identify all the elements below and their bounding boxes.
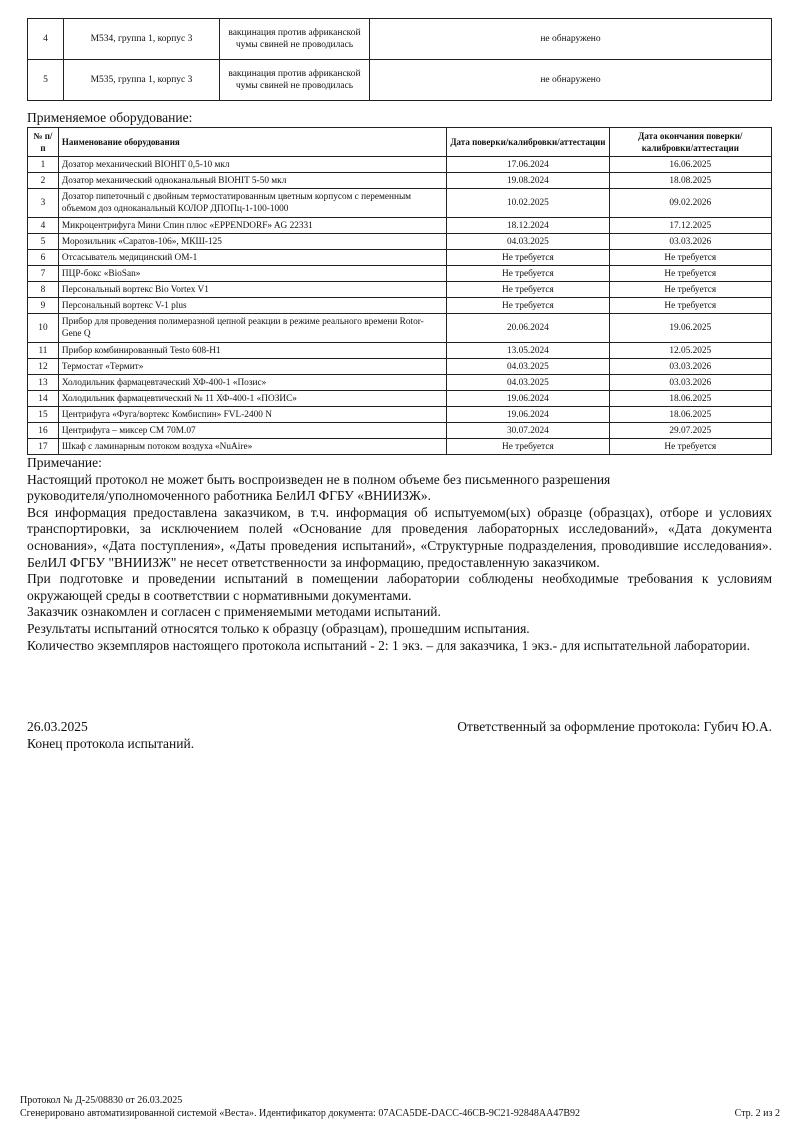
calibration-date: 18.12.2024 [447,218,609,234]
table-row [28,314,772,343]
header-name: Наименование оборудования [58,128,446,157]
row-number: 15 [28,407,59,423]
equipment-name: Персональный вортекс Bio Vortex V1 [58,282,446,298]
calibration-date: 19.06.2024 [447,391,609,407]
calibration-end-date: Не требуется [609,282,771,298]
table-row [28,250,772,266]
table-row [28,375,772,391]
equipment-name: Шкаф с ламинарным потоком воздуха «NuAire» [58,439,446,455]
equipment-name: Термостат «Термит» [58,359,446,375]
table-row [28,343,772,359]
page-footer [20,1094,780,1120]
calibration-date: Не требуется [447,282,609,298]
equipment-name: Прибор для проведения полимеразной цепной реакции в режиме реального времени Rotor-Gene Q [58,314,446,343]
row-number: 8 [28,282,59,298]
calibration-date: 19.08.2024 [447,173,609,189]
calibration-end-date: 18.08.2025 [609,173,771,189]
calibration-end-date: 18.06.2025 [609,407,771,423]
equipment-name: Дозатор пипеточный с двойным термостатированным цветным корпусом с переменным объемом доз одноканальный КОЛОР ДПОПц-1-100-1000 [58,189,446,218]
sample-note: вакцинация против африканской чумы свиней не проводилась [220,60,370,101]
equipment-name: Отсасыватель медицинский ОМ-1 [58,250,446,266]
footer-protocol-number: Протокол № Д-25/08830 от 26.03.2025 [20,1095,183,1106]
row-number: 6 [28,250,59,266]
equipment-table [27,127,772,455]
calibration-date: 30.07.2024 [447,423,609,439]
end-of-protocol: Конец протокола испытаний. [27,736,195,751]
calibration-end-date: Не требуется [609,266,771,282]
table-row [28,189,772,218]
calibration-date: Не требуется [447,250,609,266]
header-date: Дата поверки/калибровки/аттестации [447,128,609,157]
table-row [28,407,772,423]
calibration-end-date: 18.06.2025 [609,391,771,407]
row-number: 13 [28,375,59,391]
results-table [27,18,772,101]
equipment-section-label: Применяемое оборудование: [27,110,193,125]
calibration-end-date: 29.07.2025 [609,423,771,439]
calibration-end-date: Не требуется [609,439,771,455]
calibration-end-date: 09.02.2026 [609,189,771,218]
equipment-name: Морозильник «Саратов-106», МКШ-125 [58,234,446,250]
row-number: 4 [28,218,59,234]
note-paragraph: Количество экземпляров настоящего протокола испытаний - 2: 1 экз. – для заказчика, 1 экз.- для испытательной лаборатории. [27,637,750,653]
note-paragraph: При подготовке и проведении испытаний в помещении лаборатории соблюдены необходимые требования к условиям окружающей среды в соответствии с нормативными документами. [27,571,772,603]
calibration-end-date: 03.03.2026 [609,234,771,250]
sample-id: М535, группа 1, корпус 3 [64,60,220,101]
equipment-name: ПЦР-бокс «BioSan» [58,266,446,282]
equipment-table-body [28,157,772,455]
equipment-name: Дозатор механический BIOHIT 0,5-10 мкл [58,157,446,173]
table-row [28,298,772,314]
table-row [28,423,772,439]
calibration-end-date: 16.06.2025 [609,157,771,173]
calibration-end-date: Не требуется [609,250,771,266]
table-row [28,282,772,298]
calibration-date: Не требуется [447,266,609,282]
equipment-name: Микроцентрифуга Мини Спин плюс «EPPENDORF» AG 22331 [58,218,446,234]
equipment-name: Прибор комбинированный Testo 608-H1 [58,343,446,359]
table-row [28,234,772,250]
sample-note: вакцинация против африканской чумы свиней не проводилась [220,19,370,60]
note-paragraph: Результаты испытаний относятся только к образцу (образцам), прошедшим испытания. [27,620,530,636]
signature-row [27,719,772,736]
footer-generated-info: Сгенерировано автоматизированной системой «Веста». Идентификатор документа: 07ACA5DE-DACC-46CB-9C21-92848AA47B92 [20,1108,580,1119]
notes-section [27,455,772,654]
calibration-date: 04.03.2025 [447,359,609,375]
calibration-end-date: 03.03.2026 [609,359,771,375]
row-number: 3 [28,189,59,218]
row-number: 11 [28,343,59,359]
row-number: 17 [28,439,59,455]
row-number: 12 [28,359,59,375]
equipment-name: Центрифуга «Фуга/вортекс Комбиспин» FVL-2400 N [58,407,446,423]
row-number: 14 [28,391,59,407]
responsible-person: Ответственный за оформление протокола: Губич Ю.А. [457,719,772,734]
header-num: № п/п [28,128,59,157]
table-row [28,157,772,173]
calibration-date: 13.05.2024 [447,343,609,359]
equipment-name: Персональный вортекс V-1 plus [58,298,446,314]
row-number: 5 [28,60,64,101]
note-paragraph: Настоящий протокол не может быть воспроизведен не в полном объеме без письменного разрешения руководителя/уполномоченного работника БелИЛ ФГБУ «ВНИИЗЖ». [27,471,611,504]
table-row [28,173,772,189]
table-row [28,266,772,282]
page-number: Стр. 2 из 2 [734,1108,780,1119]
table-row [28,218,772,234]
notes-title: Примечание: [27,455,102,470]
test-result: не обнаружено [370,60,772,101]
calibration-date: 20.06.2024 [447,314,609,343]
calibration-date: Не требуется [447,439,609,455]
protocol-date: 26.03.2025 [27,719,88,734]
test-result: не обнаружено [370,19,772,60]
calibration-end-date: Не требуется [609,298,771,314]
note-paragraph: Заказчик ознакомлен и согласен с применяемыми методами испытаний. [27,604,441,620]
table-header-row [28,128,772,157]
calibration-end-date: 12.05.2025 [609,343,771,359]
note-paragraph: Вся информация предоставлена заказчиком, в т.ч. информация об испытуемом(ых) образце (образцах), отборе и условиях транспортировки, за исключением полей «Основание для проведения лабораторных исследований», «Дата документа основания», «Дата поступления», «Даты проведения испытаний», «Структурные подразделения, проводившие исследования». БелИЛ ФГБУ "ВНИИЗЖ" не несет ответственности за информацию, предоставленную заказчиком. [27,504,772,570]
calibration-date: Не требуется [447,298,609,314]
header-end-date: Дата окончания поверки/калибровки/аттестации [609,128,771,157]
calibration-date: 04.03.2025 [447,234,609,250]
equipment-name: Холодильник фармацевтический № 11 ХФ-400-1 «ПОЗИС» [58,391,446,407]
calibration-date: 19.06.2024 [447,407,609,423]
calibration-end-date: 19.06.2025 [609,314,771,343]
sample-id: М534, группа 1, корпус 3 [64,19,220,60]
table-row [28,391,772,407]
row-number: 9 [28,298,59,314]
row-number: 4 [28,19,64,60]
calibration-end-date: 03.03.2026 [609,375,771,391]
row-number: 5 [28,234,59,250]
table-row [28,439,772,455]
equipment-name: Холодильник фармацевтачеcкий ХФ-400-1 «Позис» [58,375,446,391]
equipment-name: Дозатор механический одноканальный BIOHIT 5-50 мкл [58,173,446,189]
row-number: 16 [28,423,59,439]
row-number: 2 [28,173,59,189]
table-row [28,19,772,60]
row-number: 10 [28,314,59,343]
calibration-end-date: 17.12.2025 [609,218,771,234]
row-number: 1 [28,157,59,173]
calibration-date: 17.06.2024 [447,157,609,173]
calibration-date: 04.03.2025 [447,375,609,391]
table-row [28,60,772,101]
calibration-date: 10.02.2025 [447,189,609,218]
equipment-name: Центрифуга – миксер СМ 70М.07 [58,423,446,439]
table-row [28,359,772,375]
row-number: 7 [28,266,59,282]
